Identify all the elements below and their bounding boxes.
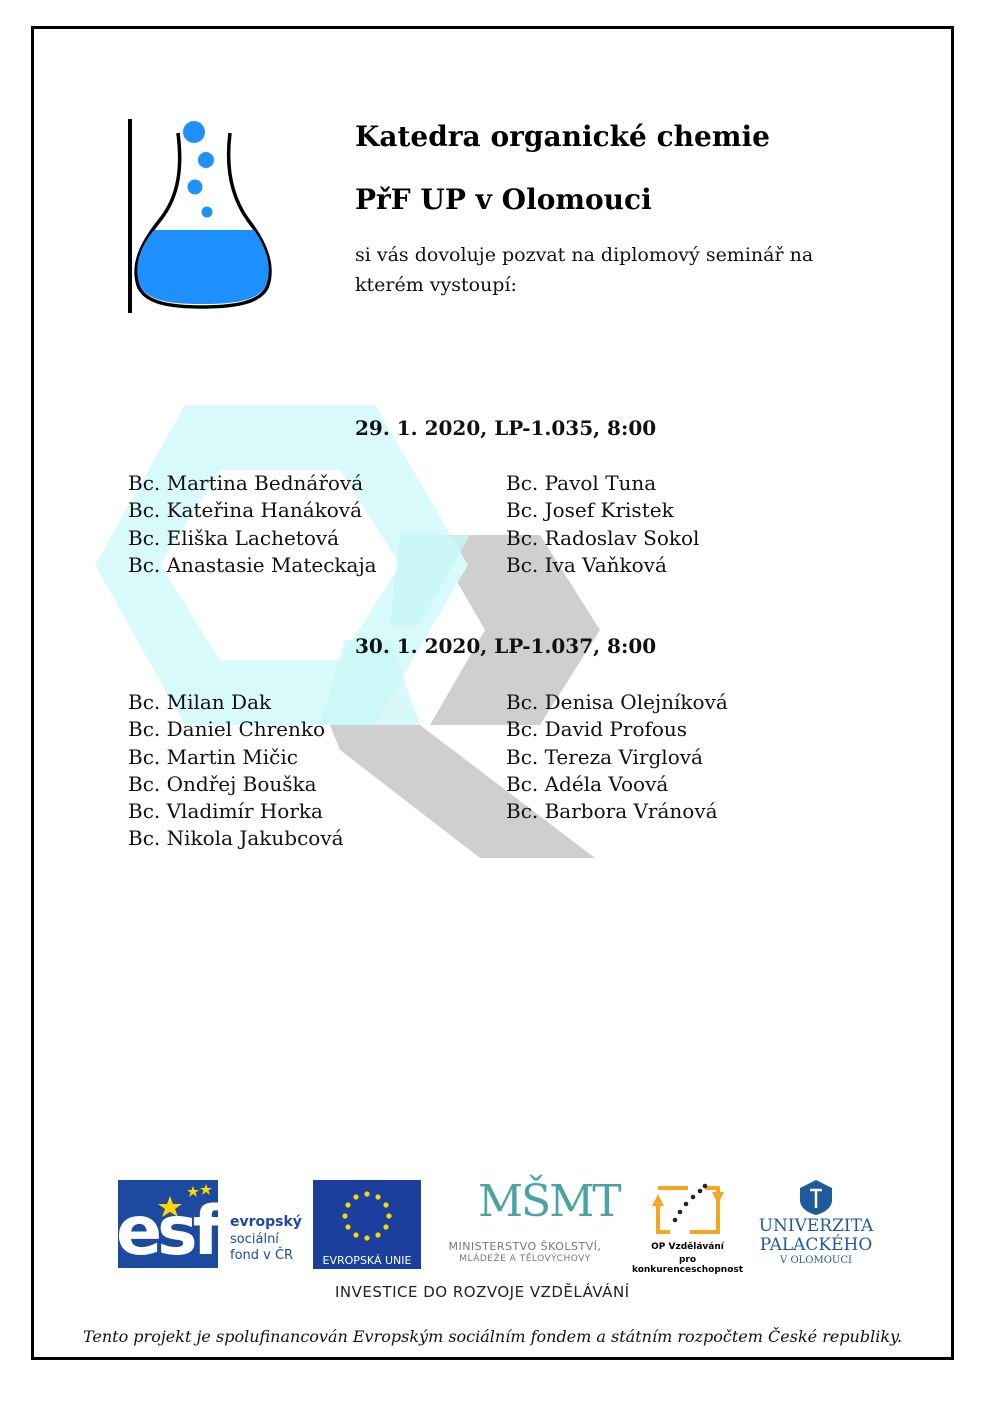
op-text-2: pro konkurenceschopnost bbox=[631, 1255, 744, 1275]
op-logo bbox=[625, 1180, 750, 1275]
presenter-name: Bc. Denisa Olejníková bbox=[506, 690, 728, 714]
msmt-logo bbox=[430, 1176, 620, 1270]
msmt-text-1: MINISTERSTVO ŠKOLSTVÍ, bbox=[448, 1240, 602, 1253]
session-2-left-column bbox=[128, 689, 344, 853]
title-department: Katedra organické chemie bbox=[355, 120, 770, 153]
esf-letters: esf bbox=[116, 1192, 218, 1271]
msmt-letters: MŠMT bbox=[478, 1176, 620, 1227]
presenter-name: Bc. Radoslav Sokol bbox=[506, 525, 700, 550]
presenter-name: Bc. Martina Bednářová bbox=[128, 471, 364, 495]
presenter-name: Bc. Kateřina Hanáková bbox=[128, 498, 363, 523]
eu-label: EVROPSKÁ UNIE bbox=[313, 1252, 421, 1269]
presenter-name: Bc. Milan Dak bbox=[128, 690, 272, 714]
esf-text-1: evropský bbox=[230, 1214, 302, 1230]
upol-shield-icon bbox=[796, 1178, 836, 1216]
session-2-heading: 30. 1. 2020, LP-1.037, 8:00 bbox=[355, 634, 657, 658]
eu-flag-icon bbox=[313, 1180, 421, 1252]
session-1-right-column bbox=[506, 470, 699, 579]
presenter-name: Bc. Vladimír Horka bbox=[128, 799, 323, 824]
intro-text: si vás dovoluje pozvat na diplomový seminář na kterém vystoupí: bbox=[355, 244, 814, 296]
presenter-name: Bc. Iva Vaňková bbox=[506, 552, 667, 577]
presenter-name: Bc. David Profous bbox=[506, 717, 688, 742]
esf-logo bbox=[118, 1180, 308, 1270]
presenter-name: Bc. Eliška Lachetová bbox=[128, 525, 340, 550]
upol-text-3: V OLOMOUCI bbox=[780, 1255, 852, 1266]
presenter-name: Bc. Anastasie Mateckaja bbox=[128, 552, 377, 577]
upol-logo bbox=[752, 1178, 880, 1270]
upol-text-1: UNIVERZITA bbox=[758, 1216, 874, 1236]
flask-liquid bbox=[137, 230, 269, 304]
session-2-right-column bbox=[506, 689, 728, 825]
bubble-icon bbox=[202, 207, 213, 218]
presenter-name: Bc. Ondřej Bouška bbox=[128, 771, 317, 796]
presenter-name: Bc. Martin Mičic bbox=[128, 744, 298, 769]
presenter-name: Bc. Daniel Chrenko bbox=[128, 717, 326, 742]
presenter-name: Bc. Josef Kristek bbox=[506, 498, 674, 523]
eu-logo bbox=[313, 1180, 421, 1270]
session-1-heading: 29. 1. 2020, LP-1.035, 8:00 bbox=[355, 416, 657, 440]
title-faculty: PřF UP v Olomouci bbox=[355, 183, 652, 216]
msmt-text-2: MLÁDEŽE A TĚLOVÝCHOVY bbox=[459, 1254, 591, 1264]
presenter-name: Bc. Adéla Voová bbox=[506, 771, 669, 796]
presenter-name: Bc. Pavol Tuna bbox=[506, 471, 657, 495]
esf-text-2: sociální bbox=[230, 1232, 279, 1247]
investice-slogan: INVESTICE DO ROZVOJE VZDĚLÁVÁNÍ bbox=[335, 1283, 630, 1301]
bubble-icon bbox=[198, 152, 214, 168]
presenter-name: Bc. Tereza Virglová bbox=[506, 744, 703, 769]
presenter-name: Bc. Barbora Vránová bbox=[506, 799, 718, 824]
bubble-icon bbox=[188, 180, 203, 195]
esf-text-3: fond v ČR bbox=[230, 1248, 294, 1263]
flask-logo bbox=[120, 115, 280, 320]
bubble-icon bbox=[183, 121, 205, 143]
op-arrows-icon bbox=[650, 1182, 725, 1240]
upol-text-2: PALACKÉHO bbox=[759, 1235, 873, 1255]
session-1-left-column bbox=[128, 470, 377, 579]
op-text-1: OP Vzdělávání bbox=[651, 1242, 724, 1252]
presenter-name: Bc. Nikola Jakubcová bbox=[128, 826, 344, 851]
footer-note: Tento projekt je spolufinancován Evropským sociálním fondem a státním rozpočtem České republiky. bbox=[82, 1327, 903, 1346]
